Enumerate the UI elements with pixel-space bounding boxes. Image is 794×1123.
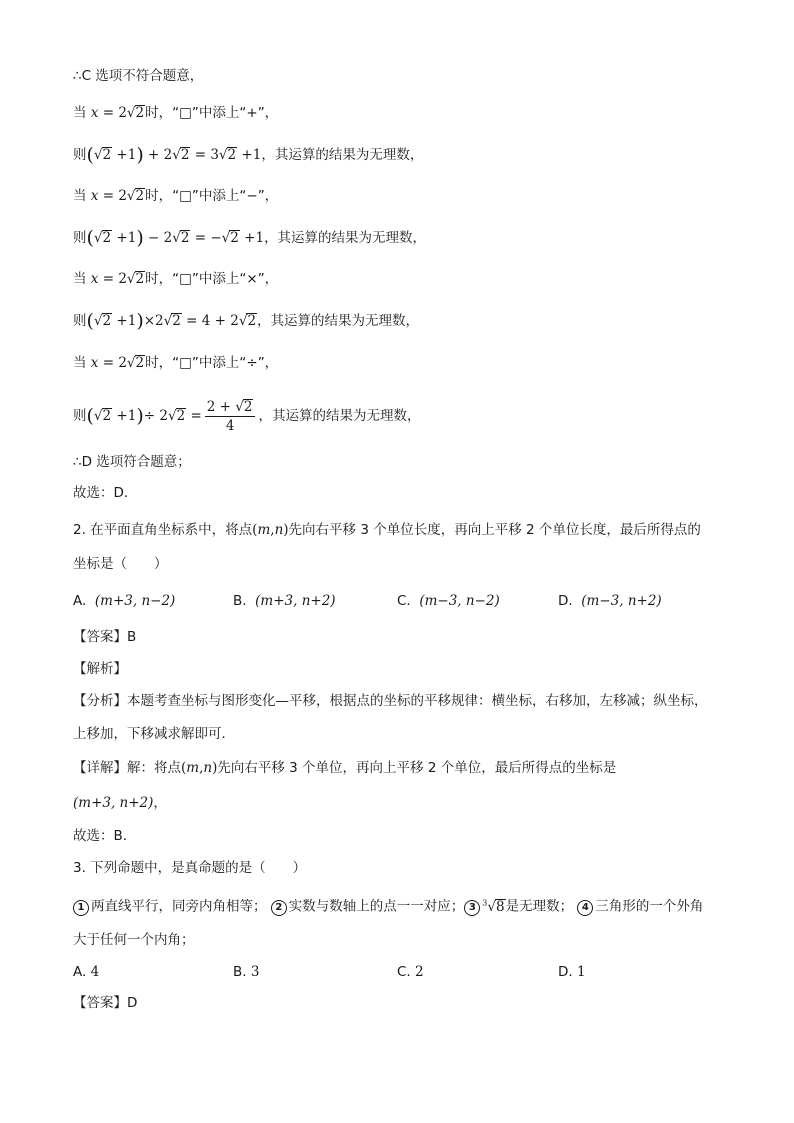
case-plus: 当 x = 2√2时，“□”中添上“+”， (73, 105, 279, 121)
q2-option-d[interactable]: D. (m−3, n+2) (558, 593, 662, 609)
q3-items-cont: 大于任何一个内角； (73, 932, 195, 948)
conclusion-d: ∴D 选项符合题意； (73, 454, 191, 470)
q3-answer: 【答案】D (73, 995, 138, 1011)
fraction: $\frac{2 + √2}{4}$ (205, 398, 256, 435)
calc-minus: 则(√2 +1) − 2√2 = −√2 +1，其运算的结果为无理数， (73, 227, 427, 249)
circled-1: 1 (73, 900, 89, 916)
q3-option-b[interactable]: B. 3 (233, 964, 260, 980)
case-minus: 当 x = 2√2时，“□”中添上“−”， (73, 188, 279, 204)
calc-plus: 则(√2 +1) + 2√2 = 3√2 +1，其运算的结果为无理数， (73, 144, 424, 166)
calc-times: 则(√2 +1)×2√2 = 4 + 2√2，其运算的结果为无理数， (73, 310, 420, 332)
q2-detail: 【详解】解：将点(m,n)先向右平移 3 个单位，再向上平移 2 个单位，最后所得点的坐标是 (73, 760, 617, 776)
q3-option-d[interactable]: D. 1 (558, 964, 586, 980)
calc-div: 则(√2 +1)÷ 2√2 = $\frac{2 + √2}{4}$ ，其运算的结果为无理数， (73, 398, 421, 434)
q2-answer: 【答案】B (73, 629, 137, 645)
q2-fenxi: 【分析】本题考查坐标与图形变化—平移，根据点的坐标的平移规律：横坐标，右移加，左移减；纵坐标， (73, 693, 708, 709)
case-div: 当 x = 2√2时，“□”中添上“÷”， (73, 355, 279, 371)
circled-3: 3 (464, 900, 480, 916)
q3-option-c[interactable]: C. 2 (397, 964, 424, 980)
select-d: 故选：D． (73, 485, 138, 501)
q2-fenxi-cont: 上移加，下移减求解即可． (73, 726, 235, 742)
q2-option-a[interactable]: A. (m+3, n−2) (73, 593, 176, 609)
q3-stem: 3. 下列命题中，是真命题的是（ ） (73, 860, 307, 876)
q2-select: 故选：B． (73, 828, 137, 844)
case-times: 当 x = 2√2时，“□”中添上“×”， (73, 271, 279, 287)
q2-stem: 2. 在平面直角坐标系中，将点(m,n)先向右平移 3 个单位长度，再向上平移 2 个单位长度，最后所得点的 (73, 522, 701, 538)
q2-analysis-heading: 【解析】 (73, 661, 127, 677)
q2-option-c[interactable]: C. (m−3, n−2) (397, 593, 500, 609)
q2-stem-cont: 坐标是（ ） (73, 556, 168, 572)
q2-result: (m+3, n+2)， (73, 795, 167, 811)
q2-option-b[interactable]: B. (m+3, n+2) (233, 593, 336, 609)
q3-items: 1 两直线平行，同旁内角相等； 2 实数与数轴上的点一一对应； 3 $^3$√8是无理数； 4 三角形的一个外角 (73, 893, 703, 917)
conclusion-c: ∴C 选项不符合题意， (73, 68, 204, 84)
circled-4: 4 (577, 900, 593, 916)
circled-2: 2 (271, 900, 287, 916)
q3-option-a[interactable]: A. 4 (73, 964, 100, 980)
